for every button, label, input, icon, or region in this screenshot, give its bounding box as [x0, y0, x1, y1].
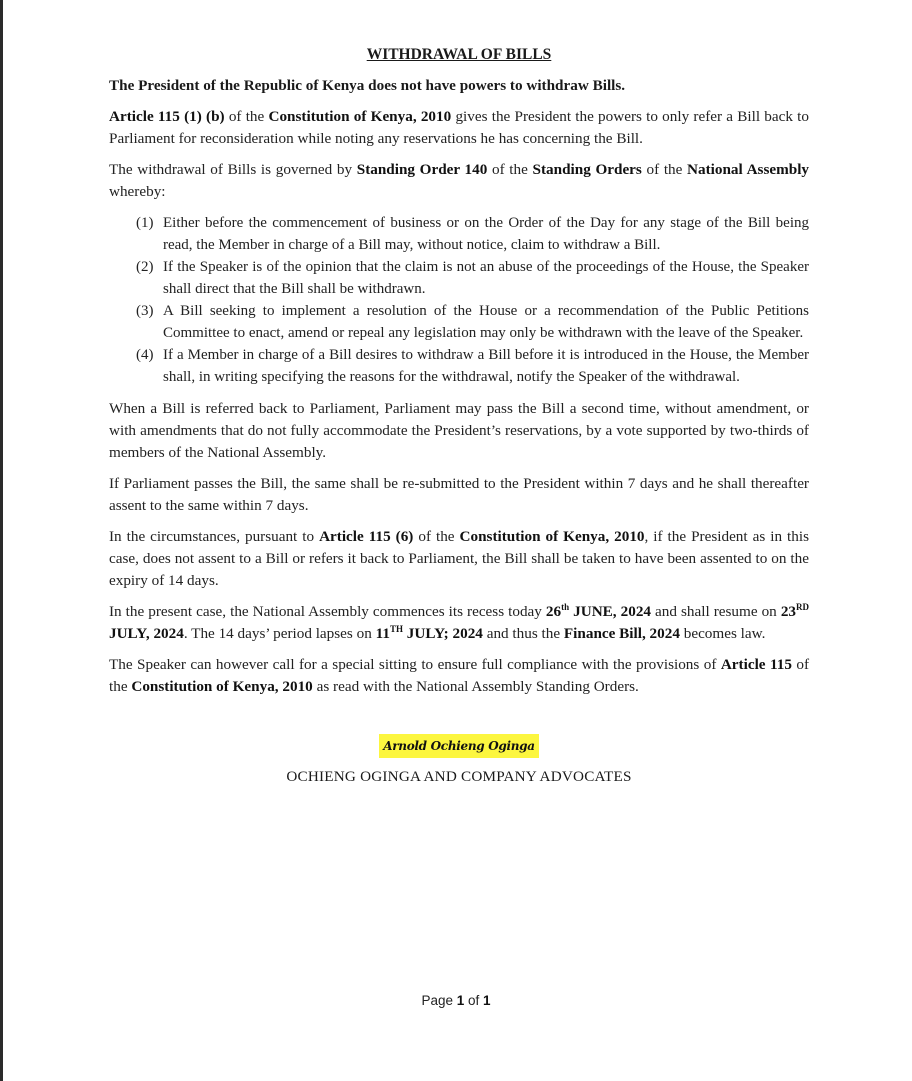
lead-statement: The President of the Republic of Kenya does not have powers to withdraw Bills.	[109, 77, 626, 94]
ref-finance-bill: Finance Bill, 2024	[563, 625, 680, 642]
text-span: of the	[487, 161, 533, 178]
list-text: A Bill seeking to implement a resolution of the House or a recommendation of the Public Petitions Committee to enact, amend or repeal any legislation may only be withdrawn with the leave of the Speaker.	[163, 303, 809, 341]
text-span: . The 14 days’ period lapses on	[183, 625, 376, 642]
ref-article: Article 115 (1) (b)	[109, 108, 225, 125]
text-span: The Speaker can however call for a special sitting to ensure full compliance with the provisions of	[109, 656, 721, 673]
list-number: (1)	[136, 215, 154, 231]
text-span: and shall resume on	[651, 603, 781, 620]
text-span: and thus the	[482, 625, 564, 642]
ref-article: Article 115 (6)	[319, 528, 414, 545]
list-number: (4)	[136, 347, 154, 363]
list-item	[136, 344, 809, 388]
list-text: Either before the commencement of business or on the Order of the Day for any stage of the Bill being read, the Member in charge of a Bill may, without notice, claim to withdraw a Bill.	[163, 215, 809, 253]
list-number: (3)	[136, 303, 154, 319]
paragraph-standing-order	[109, 159, 809, 203]
paragraph-article-115-6	[109, 526, 809, 592]
paragraph-resubmission: If Parliament passes the Bill, the same shall be re-submitted to the President within 7 days and he shall thereafter assent to the same within 7 days.	[109, 475, 809, 514]
total-pages-number: 1	[483, 993, 491, 1008]
date-lapse	[376, 625, 483, 642]
ref-standing-order: Standing Order 140	[356, 161, 488, 178]
date-suffix: RD	[796, 602, 809, 612]
list-item	[136, 212, 809, 256]
date-day: 26	[545, 603, 562, 620]
text-span: The withdrawal of Bills is governed by	[109, 161, 357, 178]
text-span: , if the President as in this case, does not assent to a Bill or refers it back to Parliament, the Bill shall be taken to have been assented to on the expiry of 14 days.	[109, 528, 809, 589]
date-suffix: TH	[389, 624, 403, 634]
list-number: (2)	[136, 259, 154, 275]
date-suffix: th	[561, 602, 570, 612]
standing-order-list	[109, 212, 809, 388]
footer-of-label: of	[464, 993, 484, 1008]
current-page-number: 1	[456, 993, 465, 1008]
text-span: as read with the National Assembly Standing Orders.	[312, 678, 639, 695]
list-text: If a Member in charge of a Bill desires to withdraw a Bill before it is introduced in the House, the Member shall, in writing specifying the reasons for the withdrawal, notify the Speaker of the withdrawal.	[163, 347, 809, 385]
date-day: 23	[780, 603, 796, 620]
paragraph-present-case	[109, 601, 809, 645]
ref-constitution: Constitution of Kenya, 2010	[131, 678, 313, 695]
text-span: whereby:	[109, 183, 166, 200]
signature-block	[109, 734, 809, 758]
text-span: of the	[224, 108, 269, 125]
ref-article: Article 115	[720, 656, 792, 673]
document-title: WITHDRAWAL OF BILLS	[366, 46, 552, 63]
page-footer	[0, 993, 912, 1008]
paragraph-referral: When a Bill is referred back to Parliament, Parliament may pass the Bill a second time, without amendment, or with amendments that do not fully accommodate the President’s reservations, by a vote supported by two-thirds of members of the National Assembly.	[109, 400, 809, 461]
ref-constitution: Constitution of Kenya, 2010	[459, 528, 645, 545]
date-recess	[546, 603, 651, 620]
date-day: 11	[375, 625, 390, 642]
text-span: of the	[641, 161, 688, 178]
text-span: of the	[413, 528, 460, 545]
paragraph-article-115-1b	[109, 106, 809, 150]
ref-constitution: Constitution of Kenya, 2010	[268, 108, 452, 125]
signature: Arnold Ochieng Oginga	[379, 734, 538, 758]
text-span: In the present case, the National Assembly commences its recess today	[109, 603, 546, 620]
list-item	[136, 256, 809, 300]
document-page	[109, 44, 809, 788]
date-month-year: JULY; 2024	[403, 625, 483, 642]
text-span: becomes law.	[679, 625, 766, 642]
date-month-year: JULY, 2024	[109, 625, 184, 642]
footer-page-label: Page	[421, 993, 457, 1008]
paragraph-special-sitting	[109, 654, 809, 698]
text-span: In the circumstances, pursuant to	[109, 528, 320, 545]
ref-national-assembly: National Assembly	[687, 161, 810, 178]
firm-name: OCHIENG OGINGA AND COMPANY ADVOCATES	[286, 768, 632, 785]
page-edge-border	[0, 0, 3, 1081]
text-span: gives the President the powers to only refer a Bill back to Parliament for reconsideration while noting any reservations he has concerning the Bill.	[109, 108, 809, 147]
date-month-year: JUNE, 2024	[569, 603, 652, 620]
list-item	[136, 300, 809, 344]
list-text: If the Speaker is of the opinion that the claim is not an abuse of the proceedings of the House, the Speaker shall direct that the Bill shall be withdrawn.	[163, 259, 809, 297]
text-span: of the	[109, 656, 810, 695]
ref-standing-orders: Standing Orders	[532, 161, 642, 178]
